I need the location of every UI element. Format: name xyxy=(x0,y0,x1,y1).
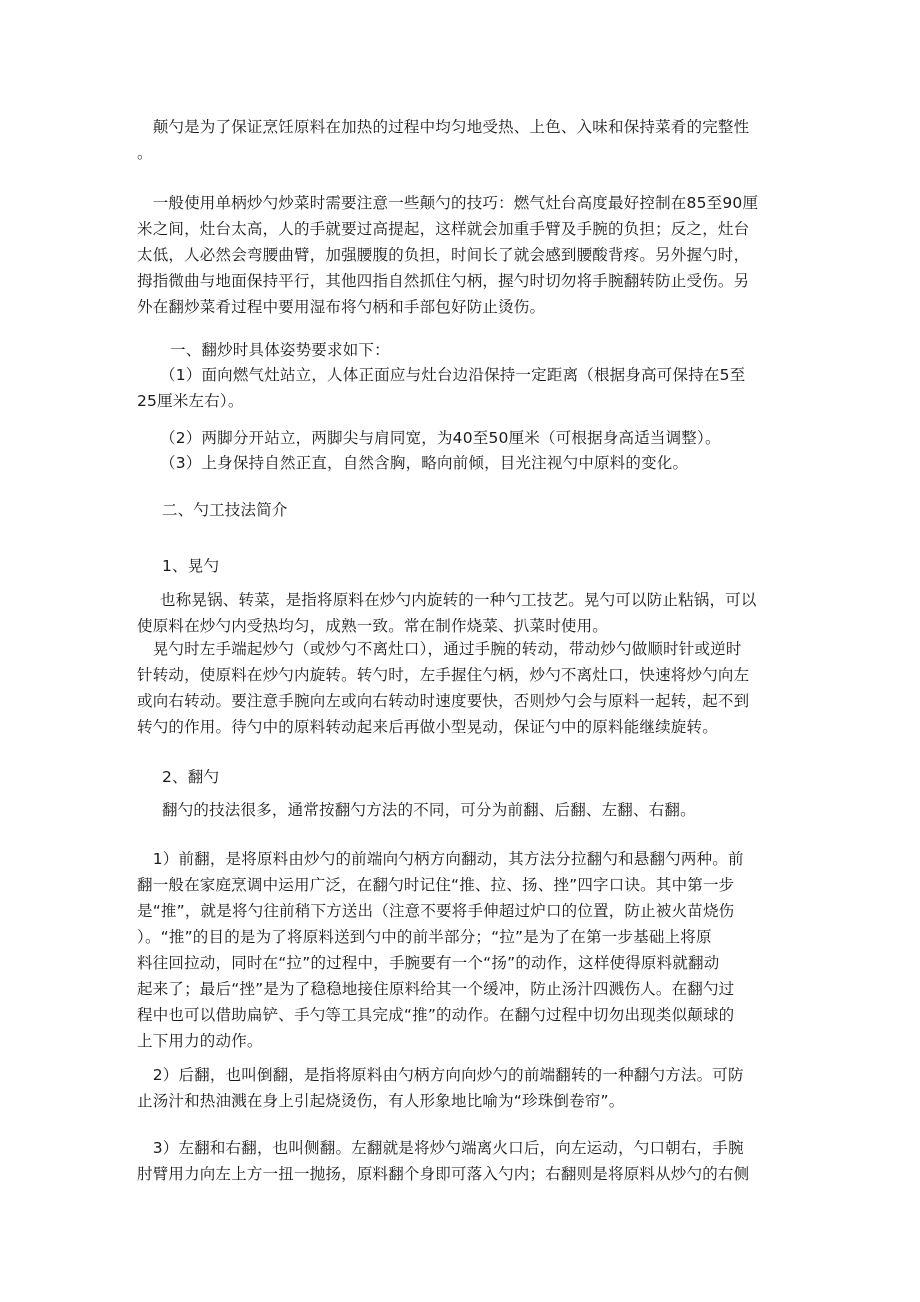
text-line: 肘臂用力向左上方一扭一抛扬，原料翻个身即可落入勺内；右翻则是将原料从炒勺的右侧 xyxy=(137,1165,750,1183)
text-line: 3）左翻和右翻，也叫侧翻。左翻就是将炒勺端离火口后，向左运动，勺口朝右，手腕 xyxy=(137,1139,744,1157)
intro-paragraph xyxy=(137,114,749,166)
text-line: 2）后翻，也叫倒翻，是指将原料由勺柄方向向炒勺的前端翻转的一种翻勺方法。可防 xyxy=(137,1066,744,1084)
text-line: 25厘米左右）。 xyxy=(137,392,244,410)
text-line: 米之间，灶台太高，人的手就要过高提起，这样就会加重手臂及手腕的负担；反之，灶台 xyxy=(137,220,750,238)
posture-item-2: （2）两脚分开站立，两脚尖与肩同宽，为40至50厘米（可根据身高适当调整）。 xyxy=(160,429,721,447)
front-flip-paragraph xyxy=(137,846,744,1054)
posture-item-1 xyxy=(137,362,746,414)
text-line: 颠勺是为了保证烹饪原料在加热的过程中均匀地受热、上色、入味和保持菜肴的完整性 xyxy=(137,118,750,136)
subsection-heading: 1、晃勺 xyxy=(162,557,220,575)
text-line: 使原料在炒勺内受热均匀，成熟一致。常在制作烧菜、扒菜时使用。 xyxy=(137,617,609,635)
text-line: 上下用力的动作。 xyxy=(137,1032,263,1050)
huangshao-paragraph-1 xyxy=(137,587,757,639)
text-line: 太低，人必然会弯腰曲臂，加强腰腹的负担，时间长了就会感到腰酸背疼。另外握勺时， xyxy=(137,246,750,264)
text-line: 晃勺时左手端起炒勺（或炒勺不离灶口），通过手腕的转动，带动炒勺做顺时针或逆时 xyxy=(137,640,742,658)
subsection-heading: 2、翻勺 xyxy=(162,768,220,786)
text-line: （1）面向燃气灶站立，人体正面应与灶台边沿保持一定距离（根据身高可保持在5至 xyxy=(160,366,746,384)
general-paragraph xyxy=(137,190,758,320)
text-line: 也称晃锅、转菜，是指将原料在炒勺内旋转的一种勺工技艺。晃勺可以防止粘锅，可以 xyxy=(160,591,757,609)
huangshao-paragraph-2 xyxy=(137,636,749,740)
text-line: 翻一般在家庭烹调中运用广泛，在翻勺时记住“推、拉、扬、挫”四字口诀。其中第一步 xyxy=(137,876,735,894)
text-line: 转勺的作用。待勺中的原料转动起来后再做小型晃动，保证勺中的原料能继续旋转。 xyxy=(137,718,718,736)
back-flip-paragraph xyxy=(137,1062,744,1114)
side-flip-paragraph xyxy=(137,1135,749,1187)
text-line: 是“推”，就是将勺往前稍下方送出（注意不要将手伸超过炉口的位置，防止被火苗烧伤 xyxy=(137,902,735,920)
posture-item-3: （3）上身保持自然正直，自然含胸，略向前倾，目光注视勺中原料的变化。 xyxy=(160,454,689,472)
text-line: 1）前翻，是将原料由炒勺的前端向勺柄方向翻动，其方法分拉翻勺和悬翻勺两种。前 xyxy=(137,850,744,868)
text-line: 料往回拉动，同时在“拉”的过程中，手腕要有一个“扬”的动作，这样使得原料就翻动 xyxy=(137,954,720,972)
text-line: 起来了；最后“挫”是为了稳稳地接住原料给其一个缓冲，防止汤汁四溅伤人。在翻勺过 xyxy=(137,980,735,998)
text-line: 拇指微曲与地面保持平行，其他四指自然抓住勺柄，握勺时切勿将手腕翻转防止受伤。另 xyxy=(137,272,750,290)
section-heading: 二、勺工技法简介 xyxy=(162,501,288,519)
text-line: 止汤汁和热油溅在身上引起烧烫伤，有人形象地比喻为“珍珠倒卷帘”。 xyxy=(137,1092,625,1110)
posture-heading: 一、翻炒时具体姿势要求如下： xyxy=(170,341,390,359)
text-line: 外在翻炒菜肴过程中要用湿布将勺柄和手部包好防止烫伤。 xyxy=(137,298,546,316)
fanshao-intro: 翻勺的技法很多，通常按翻勺方法的不同，可分为前翻、后翻、左翻、右翻。 xyxy=(162,801,696,819)
text-line: 或向右转动。要注意手腕向左或向右转动时速度要快，否则炒勺会与原料一起转，起不到 xyxy=(137,692,750,710)
text-line: ）。“推”的目的是为了将原料送到勺中的前半部分；“拉”是为了在第一步基础上将原 xyxy=(137,928,712,946)
text-line: 针转动，使原料在炒勺内旋转。转勺时，左手握住勺柄，炒勺不离灶口，快速将炒勺向左 xyxy=(137,666,750,684)
text-line: 。 xyxy=(137,144,153,162)
text-line: 程中也可以借助扁铲、手勺等工具完成“推”的动作。在翻勺过程中切勿出现类似颠球的 xyxy=(137,1006,735,1024)
text-line: 一般使用单柄炒勺炒菜时需要注意一些颠勺的技巧：燃气灶台高度最好控制在85至90厘 xyxy=(137,194,759,212)
